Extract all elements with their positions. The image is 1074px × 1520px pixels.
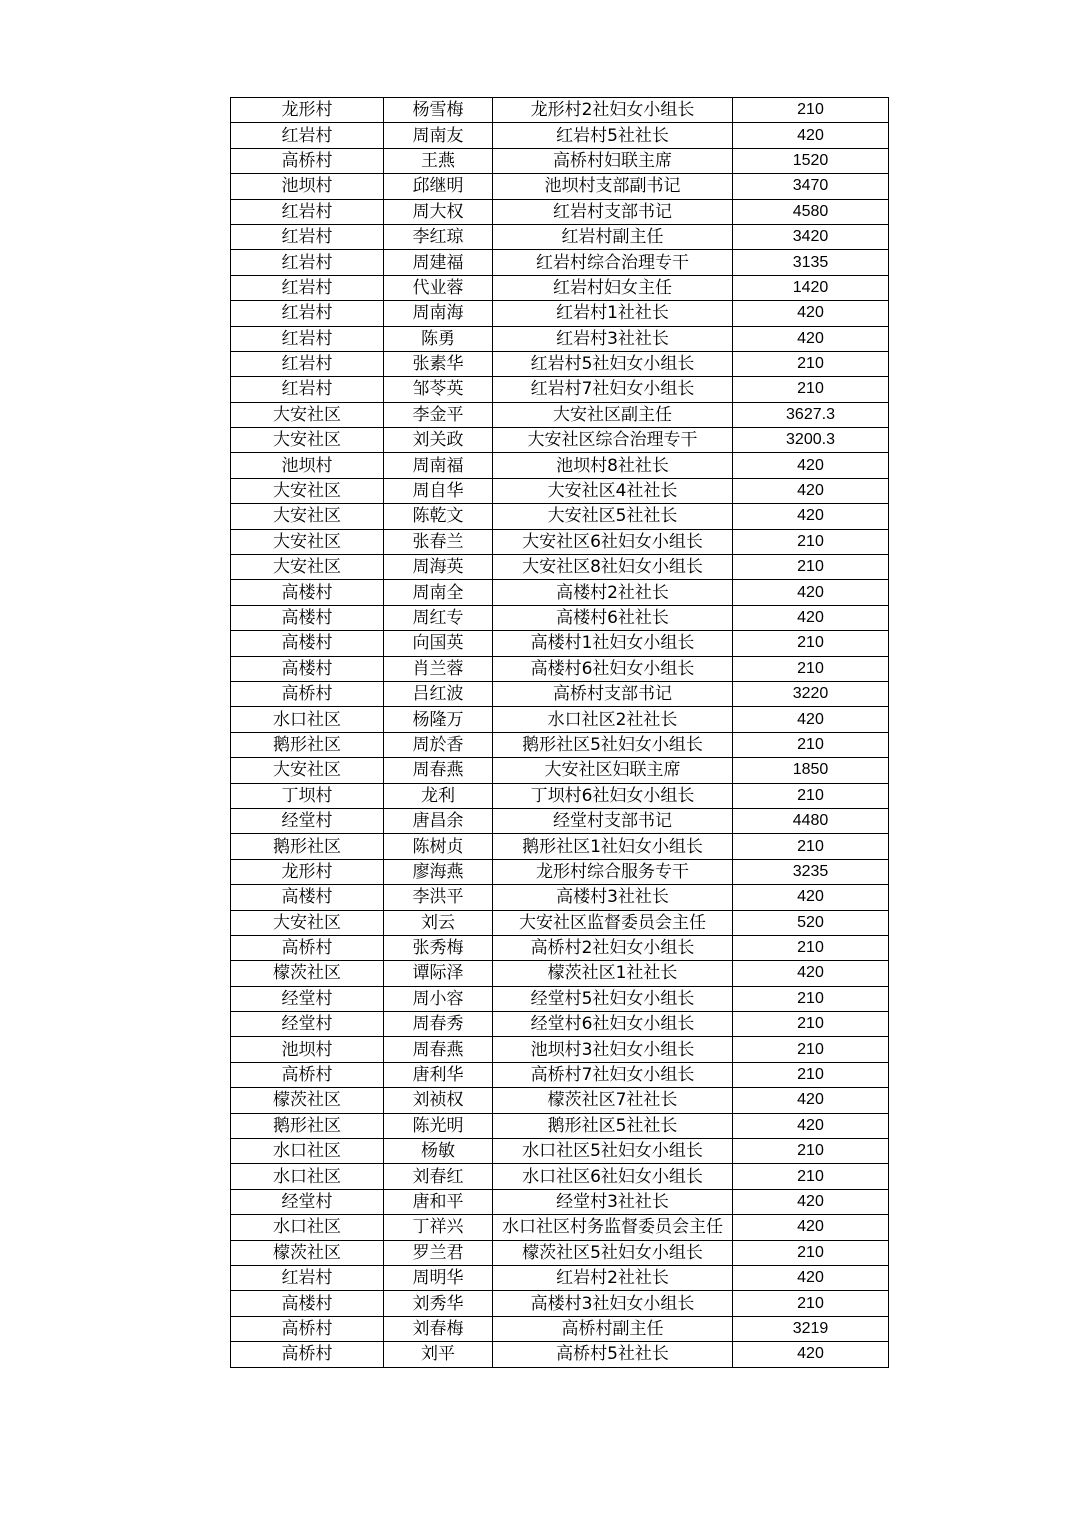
name-cell: 唐利华 — [384, 1062, 493, 1087]
name-cell: 邹苓英 — [384, 377, 493, 402]
name-cell: 周明华 — [384, 1265, 493, 1290]
name-cell: 李洪平 — [384, 885, 493, 910]
table-row — [231, 453, 889, 478]
village-cell: 红岩村 — [231, 224, 384, 249]
table-row — [231, 631, 889, 656]
position-cell: 鹅形社区5社社长 — [493, 1113, 733, 1138]
amount-cell: 420 — [733, 478, 889, 503]
position-cell: 大安社区综合治理专干 — [493, 428, 733, 453]
amount-cell: 420 — [733, 707, 889, 732]
name-cell: 周於香 — [384, 732, 493, 757]
name-cell: 周自华 — [384, 478, 493, 503]
position-cell: 大安社区8社妇女小组长 — [493, 555, 733, 580]
table-row — [231, 224, 889, 249]
table-row — [231, 859, 889, 884]
name-cell: 杨隆万 — [384, 707, 493, 732]
amount-cell: 210 — [733, 783, 889, 808]
position-cell: 高桥村7社妇女小组长 — [493, 1062, 733, 1087]
table-row — [231, 1240, 889, 1265]
amount-cell: 520 — [733, 910, 889, 935]
position-cell: 高楼村1社妇女小组长 — [493, 631, 733, 656]
amount-cell: 420 — [733, 961, 889, 986]
village-cell: 鹅形社区 — [231, 1113, 384, 1138]
name-cell: 李金平 — [384, 402, 493, 427]
table-row — [231, 1088, 889, 1113]
position-cell: 池坝村支部副书记 — [493, 174, 733, 199]
position-cell: 经堂村5社妇女小组长 — [493, 986, 733, 1011]
name-cell: 罗兰君 — [384, 1240, 493, 1265]
village-cell: 高桥村 — [231, 148, 384, 173]
village-cell: 池坝村 — [231, 1037, 384, 1062]
position-cell: 高桥村5社社长 — [493, 1342, 733, 1367]
amount-cell: 420 — [733, 605, 889, 630]
name-cell: 邱继明 — [384, 174, 493, 199]
amount-cell: 210 — [733, 1291, 889, 1316]
name-cell: 张秀梅 — [384, 935, 493, 960]
village-cell: 红岩村 — [231, 250, 384, 275]
table-row — [231, 402, 889, 427]
village-cell: 红岩村 — [231, 377, 384, 402]
position-cell: 高楼村3社社长 — [493, 885, 733, 910]
name-cell: 周南海 — [384, 301, 493, 326]
amount-cell: 210 — [733, 351, 889, 376]
village-cell: 大安社区 — [231, 910, 384, 935]
village-cell: 大安社区 — [231, 478, 384, 503]
table-row — [231, 681, 889, 706]
position-cell: 经堂村支部书记 — [493, 808, 733, 833]
name-cell: 刘祯权 — [384, 1088, 493, 1113]
village-cell: 经堂村 — [231, 1189, 384, 1214]
table-row — [231, 326, 889, 351]
village-cell: 水口社区 — [231, 1164, 384, 1189]
name-cell: 杨敏 — [384, 1139, 493, 1164]
position-cell: 水口社区5社妇女小组长 — [493, 1139, 733, 1164]
table-row — [231, 1012, 889, 1037]
amount-cell: 210 — [733, 1062, 889, 1087]
village-cell: 大安社区 — [231, 758, 384, 783]
amount-cell: 3200.3 — [733, 428, 889, 453]
table-row — [231, 428, 889, 453]
table-row — [231, 555, 889, 580]
village-cell: 红岩村 — [231, 301, 384, 326]
village-cell: 高桥村 — [231, 1062, 384, 1087]
amount-cell: 210 — [733, 986, 889, 1011]
amount-cell: 210 — [733, 555, 889, 580]
amount-cell: 4580 — [733, 199, 889, 224]
name-cell: 龙利 — [384, 783, 493, 808]
position-cell: 池坝村3社妇女小组长 — [493, 1037, 733, 1062]
amount-cell: 420 — [733, 1215, 889, 1240]
amount-cell: 420 — [733, 123, 889, 148]
village-cell: 大安社区 — [231, 504, 384, 529]
amount-cell: 4480 — [733, 808, 889, 833]
village-cell: 高桥村 — [231, 681, 384, 706]
name-cell: 刘平 — [384, 1342, 493, 1367]
table-row — [231, 783, 889, 808]
table-row — [231, 808, 889, 833]
table-row — [231, 961, 889, 986]
table-row — [231, 656, 889, 681]
name-cell: 向国英 — [384, 631, 493, 656]
amount-cell: 3235 — [733, 859, 889, 884]
name-cell: 吕红波 — [384, 681, 493, 706]
village-cell: 大安社区 — [231, 529, 384, 554]
table-row — [231, 1062, 889, 1087]
table-row — [231, 1342, 889, 1367]
name-cell: 肖兰蓉 — [384, 656, 493, 681]
name-cell: 李红琼 — [384, 224, 493, 249]
table-row — [231, 885, 889, 910]
amount-cell: 420 — [733, 326, 889, 351]
spreadsheet — [230, 97, 889, 1368]
amount-cell: 210 — [733, 732, 889, 757]
name-cell: 周南福 — [384, 453, 493, 478]
name-cell: 刘春梅 — [384, 1316, 493, 1341]
name-cell: 刘关政 — [384, 428, 493, 453]
village-cell: 高楼村 — [231, 580, 384, 605]
table-row — [231, 174, 889, 199]
position-cell: 大安社区5社社长 — [493, 504, 733, 529]
position-cell: 鹅形社区1社妇女小组长 — [493, 834, 733, 859]
table-row — [231, 98, 889, 123]
amount-cell: 420 — [733, 1342, 889, 1367]
name-cell: 周南全 — [384, 580, 493, 605]
amount-cell: 210 — [733, 529, 889, 554]
position-cell: 红岩村7社妇女小组长 — [493, 377, 733, 402]
village-cell: 红岩村 — [231, 199, 384, 224]
table-row — [231, 605, 889, 630]
amount-cell: 1520 — [733, 148, 889, 173]
position-cell: 池坝村8社社长 — [493, 453, 733, 478]
village-cell: 高楼村 — [231, 1291, 384, 1316]
amount-cell: 420 — [733, 1189, 889, 1214]
position-cell: 檬茨社区1社社长 — [493, 961, 733, 986]
amount-cell: 420 — [733, 504, 889, 529]
name-cell: 周建福 — [384, 250, 493, 275]
table-body — [231, 98, 889, 1368]
position-cell: 红岩村2社社长 — [493, 1265, 733, 1290]
village-cell: 丁坝村 — [231, 783, 384, 808]
position-cell: 丁坝村6社妇女小组长 — [493, 783, 733, 808]
position-cell: 红岩村副主任 — [493, 224, 733, 249]
table-row — [231, 250, 889, 275]
village-cell: 水口社区 — [231, 1139, 384, 1164]
village-cell: 红岩村 — [231, 123, 384, 148]
amount-cell: 210 — [733, 1037, 889, 1062]
position-cell: 经堂村3社社长 — [493, 1189, 733, 1214]
table-row — [231, 275, 889, 300]
village-cell: 红岩村 — [231, 275, 384, 300]
village-cell: 经堂村 — [231, 986, 384, 1011]
table-row — [231, 707, 889, 732]
position-cell: 水口社区2社社长 — [493, 707, 733, 732]
amount-cell: 210 — [733, 98, 889, 123]
table-row — [231, 758, 889, 783]
village-cell: 鹅形社区 — [231, 834, 384, 859]
village-cell: 经堂村 — [231, 808, 384, 833]
name-cell: 刘云 — [384, 910, 493, 935]
position-cell: 红岩村1社社长 — [493, 301, 733, 326]
name-cell: 唐和平 — [384, 1189, 493, 1214]
table-row — [231, 1113, 889, 1138]
position-cell: 红岩村综合治理专干 — [493, 250, 733, 275]
table-row — [231, 1139, 889, 1164]
position-cell: 红岩村5社社长 — [493, 123, 733, 148]
table-row — [231, 986, 889, 1011]
table-row — [231, 732, 889, 757]
table-row — [231, 351, 889, 376]
amount-cell: 210 — [733, 1012, 889, 1037]
position-cell: 大安社区妇联主席 — [493, 758, 733, 783]
table-row — [231, 504, 889, 529]
village-cell: 大安社区 — [231, 428, 384, 453]
name-cell: 陈树贞 — [384, 834, 493, 859]
amount-cell: 3220 — [733, 681, 889, 706]
position-cell: 檬茨社区5社妇女小组长 — [493, 1240, 733, 1265]
position-cell: 红岩村支部书记 — [493, 199, 733, 224]
position-cell: 高楼村6社妇女小组长 — [493, 656, 733, 681]
amount-cell: 210 — [733, 631, 889, 656]
table-row — [231, 1316, 889, 1341]
village-cell: 龙形村 — [231, 859, 384, 884]
position-cell: 大安社区副主任 — [493, 402, 733, 427]
amount-cell: 420 — [733, 580, 889, 605]
position-cell: 高桥村妇联主席 — [493, 148, 733, 173]
position-cell: 高桥村副主任 — [493, 1316, 733, 1341]
position-cell: 大安社区6社妇女小组长 — [493, 529, 733, 554]
position-cell: 鹅形社区5社妇女小组长 — [493, 732, 733, 757]
amount-cell: 210 — [733, 1240, 889, 1265]
name-cell: 张春兰 — [384, 529, 493, 554]
position-cell: 高楼村6社社长 — [493, 605, 733, 630]
village-cell: 池坝村 — [231, 174, 384, 199]
table-row — [231, 1037, 889, 1062]
position-cell: 高桥村2社妇女小组长 — [493, 935, 733, 960]
position-cell: 大安社区4社社长 — [493, 478, 733, 503]
name-cell: 周海英 — [384, 555, 493, 580]
village-cell: 高桥村 — [231, 935, 384, 960]
table-row — [231, 1164, 889, 1189]
name-cell: 周小容 — [384, 986, 493, 1011]
table-row — [231, 1189, 889, 1214]
position-cell: 檬茨社区7社社长 — [493, 1088, 733, 1113]
table-row — [231, 1291, 889, 1316]
village-cell: 水口社区 — [231, 1215, 384, 1240]
village-cell: 大安社区 — [231, 555, 384, 580]
position-cell: 红岩村5社妇女小组长 — [493, 351, 733, 376]
name-cell: 周春燕 — [384, 758, 493, 783]
name-cell: 代业蓉 — [384, 275, 493, 300]
village-cell: 高桥村 — [231, 1316, 384, 1341]
village-cell: 檬茨社区 — [231, 1088, 384, 1113]
name-cell: 张素华 — [384, 351, 493, 376]
name-cell: 陈光明 — [384, 1113, 493, 1138]
position-cell: 红岩村3社社长 — [493, 326, 733, 351]
position-cell: 高楼村3社妇女小组长 — [493, 1291, 733, 1316]
position-cell: 水口社区村务监督委员会主任 — [493, 1215, 733, 1240]
table-row — [231, 148, 889, 173]
village-cell: 高楼村 — [231, 631, 384, 656]
village-cell: 水口社区 — [231, 707, 384, 732]
village-cell: 龙形村 — [231, 98, 384, 123]
name-cell: 王燕 — [384, 148, 493, 173]
table-row — [231, 910, 889, 935]
amount-cell: 420 — [733, 301, 889, 326]
table-row — [231, 935, 889, 960]
name-cell: 陈勇 — [384, 326, 493, 351]
position-cell: 龙形村2社妇女小组长 — [493, 98, 733, 123]
name-cell: 周春秀 — [384, 1012, 493, 1037]
table-row — [231, 834, 889, 859]
village-cell: 檬茨社区 — [231, 961, 384, 986]
village-cell: 经堂村 — [231, 1012, 384, 1037]
table-row — [231, 529, 889, 554]
amount-cell: 210 — [733, 935, 889, 960]
village-cell: 檬茨社区 — [231, 1240, 384, 1265]
amount-cell: 420 — [733, 1113, 889, 1138]
name-cell: 唐昌余 — [384, 808, 493, 833]
village-cell: 高桥村 — [231, 1342, 384, 1367]
name-cell: 周大权 — [384, 199, 493, 224]
name-cell: 周春燕 — [384, 1037, 493, 1062]
amount-cell: 210 — [733, 656, 889, 681]
village-cell: 高楼村 — [231, 885, 384, 910]
position-cell: 高桥村支部书记 — [493, 681, 733, 706]
position-cell: 大安社区监督委员会主任 — [493, 910, 733, 935]
table-row — [231, 478, 889, 503]
village-cell: 鹅形社区 — [231, 732, 384, 757]
village-cell: 池坝村 — [231, 453, 384, 478]
amount-cell: 420 — [733, 1088, 889, 1113]
table-row — [231, 377, 889, 402]
table-row — [231, 1265, 889, 1290]
position-cell: 水口社区6社妇女小组长 — [493, 1164, 733, 1189]
amount-cell: 210 — [733, 1164, 889, 1189]
amount-cell: 420 — [733, 453, 889, 478]
village-cell: 红岩村 — [231, 326, 384, 351]
data-table — [230, 97, 889, 1368]
table-row — [231, 123, 889, 148]
position-cell: 高楼村2社社长 — [493, 580, 733, 605]
amount-cell: 3219 — [733, 1316, 889, 1341]
amount-cell: 1850 — [733, 758, 889, 783]
amount-cell: 3470 — [733, 174, 889, 199]
position-cell: 红岩村妇女主任 — [493, 275, 733, 300]
amount-cell: 3135 — [733, 250, 889, 275]
amount-cell: 210 — [733, 1139, 889, 1164]
name-cell: 周南友 — [384, 123, 493, 148]
position-cell: 经堂村6社妇女小组长 — [493, 1012, 733, 1037]
village-cell: 红岩村 — [231, 1265, 384, 1290]
name-cell: 谭际泽 — [384, 961, 493, 986]
name-cell: 刘春红 — [384, 1164, 493, 1189]
table-row — [231, 580, 889, 605]
name-cell: 丁祥兴 — [384, 1215, 493, 1240]
name-cell: 杨雪梅 — [384, 98, 493, 123]
name-cell: 刘秀华 — [384, 1291, 493, 1316]
table-row — [231, 301, 889, 326]
amount-cell: 210 — [733, 834, 889, 859]
name-cell: 陈乾文 — [384, 504, 493, 529]
village-cell: 高楼村 — [231, 656, 384, 681]
amount-cell: 420 — [733, 1265, 889, 1290]
village-cell: 红岩村 — [231, 351, 384, 376]
position-cell: 龙形村综合服务专干 — [493, 859, 733, 884]
table-row — [231, 199, 889, 224]
amount-cell: 1420 — [733, 275, 889, 300]
name-cell: 周红专 — [384, 605, 493, 630]
village-cell: 高楼村 — [231, 605, 384, 630]
village-cell: 大安社区 — [231, 402, 384, 427]
name-cell: 廖海燕 — [384, 859, 493, 884]
amount-cell: 3627.3 — [733, 402, 889, 427]
table-row — [231, 1215, 889, 1240]
amount-cell: 210 — [733, 377, 889, 402]
amount-cell: 3420 — [733, 224, 889, 249]
amount-cell: 420 — [733, 885, 889, 910]
